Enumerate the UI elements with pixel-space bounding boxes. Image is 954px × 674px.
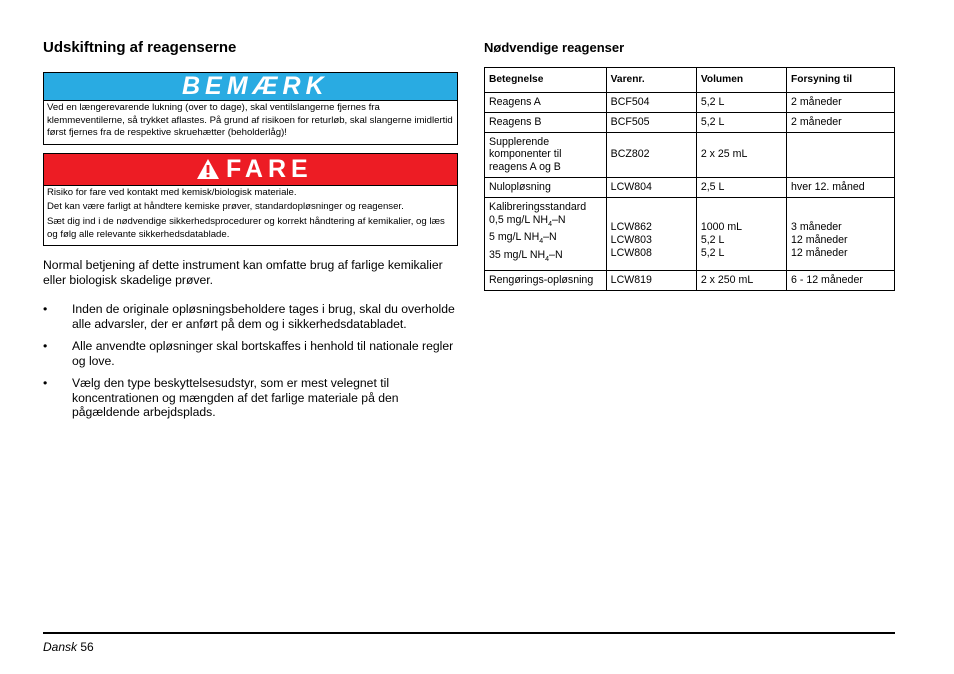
danger-header xyxy=(44,154,457,186)
danger-paragraph: Risiko for fare ved kontakt med kemisk/biologisk materiale. xyxy=(47,186,297,198)
bullet-list xyxy=(43,302,458,420)
note-box xyxy=(43,72,458,145)
cell-name: Reagens B xyxy=(485,112,607,132)
cell-name: Supplerende komponenter til reagens A og B xyxy=(485,132,607,177)
reagents-title: Nødvendige reagenser xyxy=(484,40,625,55)
list-item xyxy=(43,376,458,420)
page-footer xyxy=(43,640,94,654)
cell-name: Nulopløsning xyxy=(485,177,607,197)
cell-volume: 2 x 250 mL xyxy=(696,271,786,291)
section-title: Udskiftning af reagenserne xyxy=(43,39,237,56)
note-text: Ved en længerevarende lukning (over to dage), skal ventilslangerne fjernes fra klemmeventilerne, så trykket aflastes. På grund af risikoen for returløb, skal slangerne imidlertid først fjernes fra de respektive skruehætter (beholderlåg)! xyxy=(47,102,453,139)
list-item-text: Alle anvendte opløsninger skal bortskaffes i henhold til nationale regler og love. xyxy=(72,339,454,368)
cell-volume: 5,2 L xyxy=(696,93,786,113)
danger-title: FARE xyxy=(226,154,313,183)
table-row xyxy=(485,177,895,197)
cell-name xyxy=(485,197,607,271)
column-header: Forsyning til xyxy=(787,68,895,93)
page-number: 56 xyxy=(80,640,94,654)
bullet-icon: • xyxy=(43,339,48,354)
cell-volume: 5,2 L xyxy=(696,112,786,132)
calibration-line: 35 mg/L $NH_4-N$ xyxy=(489,249,563,264)
table-row xyxy=(485,132,895,177)
intro-paragraph: Normal betjening af dette instrument kan omfatte brug af farlige kemikalier eller biologisk skadelige prøver. xyxy=(43,258,443,288)
cell-item: LCW819 xyxy=(606,271,696,291)
column-header: Varenr. xyxy=(606,68,696,93)
calibration-title: Kalibreringsstandard xyxy=(489,200,587,213)
cell-volume: 2,5 L xyxy=(696,177,786,197)
cell-item: BCZ802 xyxy=(606,132,696,177)
cell-supply: hver 12. måned xyxy=(787,177,895,197)
left-column xyxy=(43,38,458,428)
footer-language: Dansk xyxy=(43,640,78,654)
cell-supply: 2 måneder xyxy=(787,93,895,113)
cell-name: Rengørings-opløsning xyxy=(485,271,607,291)
footer-divider xyxy=(43,632,895,634)
reagents-table xyxy=(484,67,895,291)
list-item-text: Inden de originale opløsningsbeholdere tages i brug, skal du overholde alle advarsler, der er anført på dem og i sikkerhedsdatabladet. xyxy=(72,302,455,331)
cell-item: BCF505 xyxy=(606,112,696,132)
cell-supply: 3 måneder 12 måneder 12 måneder xyxy=(787,197,895,271)
bullet-icon: • xyxy=(43,376,48,391)
table-row xyxy=(485,93,895,113)
danger-body xyxy=(44,186,457,245)
cell-name: Reagens A xyxy=(485,93,607,113)
note-body xyxy=(44,101,457,144)
cell-supply: 6 - 12 måneder xyxy=(787,271,895,291)
danger-paragraph: Det kan være farligt at håndtere kemiske prøver, standardopløsninger og reagenser. xyxy=(47,201,404,213)
cell-item: LCW804 xyxy=(606,177,696,197)
note-title: BEMÆRK xyxy=(182,72,329,100)
note-header xyxy=(44,73,457,101)
column-header: Volumen xyxy=(696,68,786,93)
list-item xyxy=(43,339,458,368)
bullet-icon: • xyxy=(43,302,48,317)
cell-volume: 1000 mL 5,2 L 5,2 L xyxy=(696,197,786,271)
table-row xyxy=(485,112,895,132)
table-row xyxy=(485,271,895,291)
column-header: Betegnelse xyxy=(485,68,607,93)
table-row-calibration xyxy=(485,197,895,271)
calibration-line: 5 mg/L $NH_4-N$ xyxy=(489,231,557,246)
cell-supply: 2 måneder xyxy=(787,112,895,132)
cell-item: BCF504 xyxy=(606,93,696,113)
list-item xyxy=(43,302,458,331)
list-item-text: Vælg den type beskyttelsesudstyr, som er mest velegnet til koncentrationen og mængden af det farlige materiale på den pågældende arbejdsplads. xyxy=(72,376,399,420)
calibration-line: 0,5 mg/L $NH_4-N$ xyxy=(489,213,566,228)
cell-volume: 2 x 25 mL xyxy=(696,132,786,177)
danger-box xyxy=(43,153,458,246)
right-column xyxy=(484,38,895,291)
warning-triangle-icon xyxy=(196,158,220,180)
table-header-row xyxy=(485,68,895,93)
danger-paragraph: Sæt dig ind i de nødvendige sikkerhedsprocedurer og korrekt håndtering af kemikalier, og læs og følg alle relevante sikkerhedsdatablade. xyxy=(47,215,445,240)
cell-item: LCW862 LCW803 LCW808 xyxy=(606,197,696,271)
cell-supply xyxy=(787,132,895,177)
